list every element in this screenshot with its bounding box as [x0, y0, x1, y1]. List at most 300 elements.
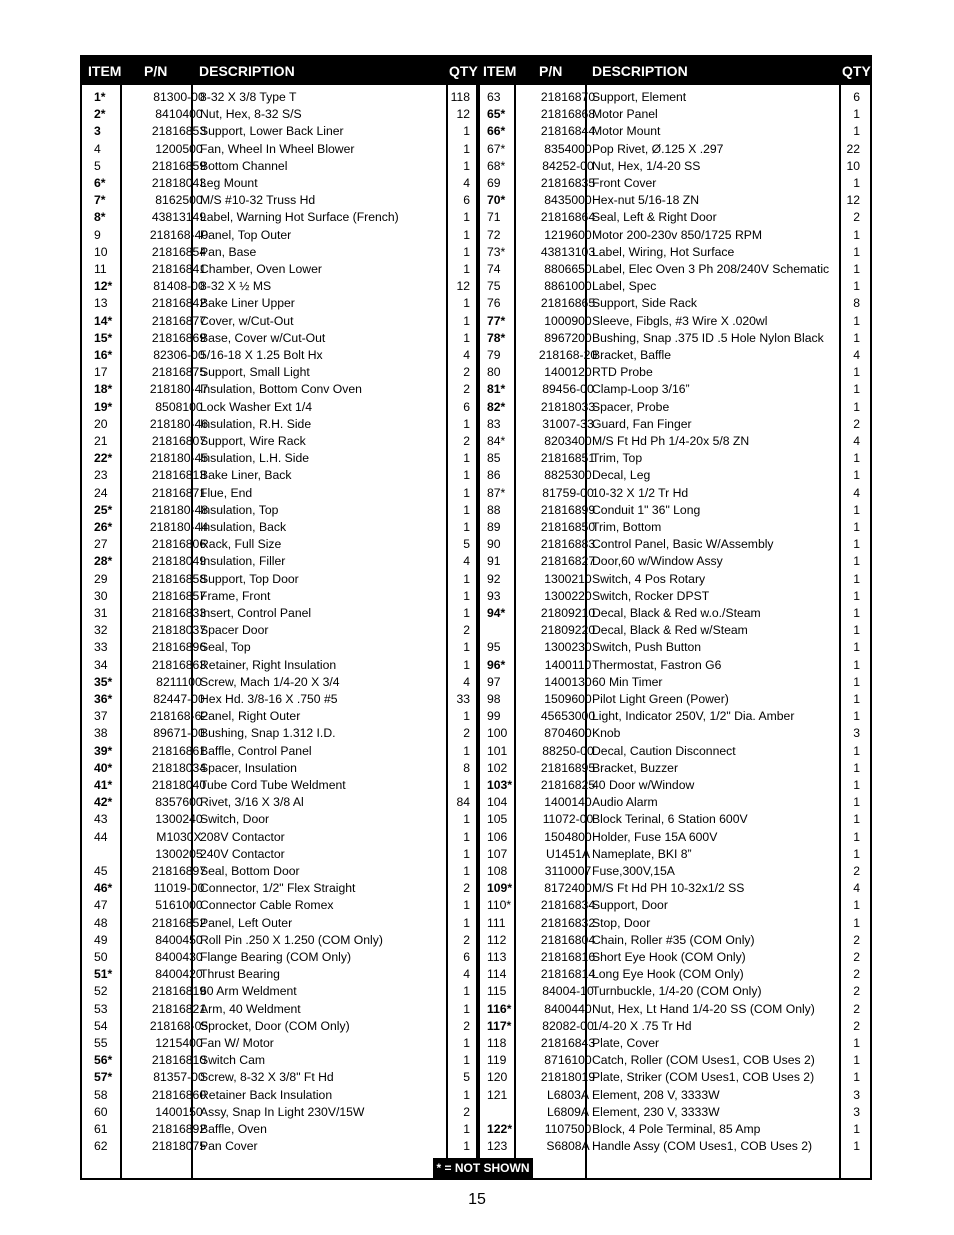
item-number: 13	[94, 296, 108, 311]
part-description: 8-32 X ½ MS	[200, 279, 272, 294]
part-number: 21816899	[540, 502, 596, 517]
part-number: 8861000	[544, 279, 592, 294]
part-quantity: 1	[853, 709, 860, 724]
part-number: 8410400	[155, 107, 203, 122]
table-row	[82, 932, 870, 949]
table-row	[82, 347, 870, 364]
item-number: 23	[94, 468, 108, 483]
part-description: Fuse,300V,15A	[592, 864, 675, 878]
part-quantity: 6	[463, 950, 470, 964]
part-number: 21816851	[540, 451, 596, 466]
part-quantity: 1	[463, 485, 470, 500]
table-row	[82, 381, 870, 398]
part-quantity: 1	[853, 588, 860, 603]
item-number: 63	[487, 90, 501, 104]
part-quantity: 1	[463, 141, 470, 156]
part-description: Element, 230 V, 3333W	[592, 1104, 720, 1119]
header-description: DESCRIPTION	[199, 63, 295, 79]
part-quantity: 1	[463, 244, 470, 259]
part-quantity: 1	[853, 898, 860, 913]
item-number: 33	[94, 640, 108, 655]
part-quantity: 1	[463, 330, 470, 345]
item-number: 47	[94, 898, 108, 913]
part-description: Bushing, Snap 1.312 I.D.	[200, 726, 336, 741]
part-quantity: 4	[463, 348, 470, 362]
table-row	[82, 1018, 870, 1035]
part-quantity: 1	[463, 640, 470, 655]
part-number: 21816814	[540, 967, 596, 982]
item-number: 84*	[487, 434, 506, 448]
part-quantity: 1	[853, 227, 860, 242]
item-number: 78*	[487, 330, 506, 345]
table-row	[82, 244, 870, 261]
part-number: 21816863	[151, 657, 207, 672]
part-description: Lock Washer Ext 1/4	[200, 399, 312, 414]
part-description: 208V Contactor	[200, 829, 285, 844]
part-number: 21816804	[540, 932, 596, 947]
part-description: 10-32 X 1/2 Tr Hd	[592, 485, 689, 500]
part-quantity: 1	[853, 778, 860, 792]
table-header	[82, 57, 870, 85]
item-number: 36*	[94, 692, 113, 706]
part-description: Support, Side Rack	[592, 296, 698, 311]
item-number: 112	[487, 932, 507, 947]
part-number: 21816895	[540, 760, 596, 775]
table-row	[82, 553, 870, 570]
part-number: 21818033	[540, 399, 596, 414]
part-quantity: 1	[853, 674, 860, 689]
part-number: 81300-00	[153, 90, 205, 104]
item-number: 116*	[487, 1001, 512, 1016]
part-quantity: 1	[463, 864, 470, 878]
part-description: Frame, Front	[200, 588, 271, 603]
part-description: Handle Assy (COM Uses1, COB Uses 2)	[592, 1139, 813, 1154]
part-number: 21816841	[151, 262, 207, 276]
part-number: 218168-20	[538, 348, 598, 362]
table-row	[82, 141, 870, 158]
part-quantity: 10	[846, 158, 860, 173]
part-description: Short Eye Hook (COM Only)	[592, 950, 746, 964]
item-number: 74	[487, 262, 501, 276]
part-quantity: 8	[853, 296, 860, 311]
item-number: 104	[487, 795, 508, 810]
part-description: Insulation, Back	[200, 520, 287, 534]
part-number: 8203400	[544, 434, 592, 448]
table-row	[82, 691, 870, 708]
table-row	[82, 227, 870, 244]
part-description: Bracket, Buzzer	[592, 760, 679, 775]
table-row	[82, 708, 870, 725]
item-number: 67*	[487, 141, 506, 156]
table-row	[82, 1035, 870, 1052]
item-number: 18*	[94, 382, 113, 397]
part-quantity: 2	[463, 1104, 470, 1119]
part-number: 1400110	[544, 657, 592, 672]
part-description: Element, 208 V, 3333W	[592, 1087, 720, 1102]
table-row	[82, 467, 870, 484]
part-number: 1300210	[544, 571, 592, 586]
part-number: 218180-48	[149, 502, 209, 517]
table-row	[82, 364, 870, 381]
part-quantity: 1	[853, 313, 860, 328]
item-number: 117*	[487, 1018, 512, 1033]
part-quantity: 4	[463, 176, 470, 190]
part-number: 1107500	[544, 1122, 592, 1136]
part-quantity: 1	[463, 210, 470, 225]
part-description: Fan W/ Motor	[200, 1036, 274, 1050]
part-quantity: 2	[463, 434, 470, 448]
item-number: 29	[94, 571, 108, 586]
part-description: Label, Wiring, Hot Surface	[592, 244, 735, 259]
part-number: 21818040	[151, 778, 207, 792]
part-quantity: 1	[463, 829, 470, 844]
part-quantity: 1	[853, 124, 860, 139]
part-number: 21816860	[151, 1087, 207, 1102]
part-quantity: 1	[853, 915, 860, 930]
part-number: 21816842	[151, 296, 207, 311]
item-number: 52	[94, 984, 108, 999]
table-row	[82, 313, 870, 330]
part-quantity: 1	[853, 571, 860, 586]
part-number: 84252-00	[542, 158, 594, 173]
part-number: 31007-33	[542, 416, 594, 431]
parts-list-table	[80, 55, 872, 1180]
part-quantity: 1	[853, 795, 860, 810]
part-number: 8354000	[544, 141, 592, 156]
part-number: 218168-62	[149, 709, 209, 724]
table-row	[82, 760, 870, 777]
item-number: 77*	[487, 313, 506, 328]
part-number: 1219600	[544, 227, 592, 242]
part-quantity: 5	[463, 1070, 470, 1085]
part-number: 8825300	[544, 468, 592, 483]
item-number: 80	[487, 365, 501, 380]
part-description: Nut, Hex, 8-32 S/S	[200, 107, 302, 122]
part-number: 21816833	[151, 606, 207, 620]
part-description: Pan Cover	[200, 1139, 258, 1154]
part-number: 1300205	[155, 846, 203, 861]
part-quantity: 2	[463, 1018, 470, 1033]
part-description: Panel, Top Outer	[200, 227, 292, 242]
part-number: 8508100	[155, 399, 203, 414]
part-quantity: 1	[853, 365, 860, 380]
part-description: Support, Element	[592, 90, 687, 104]
item-number: 114	[487, 967, 507, 982]
item-number: 7*	[94, 193, 106, 208]
item-number: 3	[94, 124, 101, 139]
part-quantity: 3	[853, 1104, 860, 1119]
part-description: Conduit 1" 36" Long	[592, 502, 701, 517]
item-number: 17	[94, 365, 108, 380]
item-number: 102	[487, 760, 508, 775]
part-description: Block, 4 Pole Terminal, 85 Amp	[592, 1122, 761, 1136]
item-number: 62	[94, 1139, 108, 1154]
part-description: Pilot Light Green (Power)	[592, 692, 729, 706]
part-description: Plate, Cover	[592, 1036, 660, 1050]
table-row	[82, 89, 870, 106]
part-quantity: 1	[463, 846, 470, 861]
table-row	[82, 1138, 870, 1155]
part-description: Sprocket, Door (COM Only)	[200, 1018, 350, 1033]
part-description: Screw, Mach 1/4-20 X 3/4	[200, 674, 340, 689]
part-quantity: 1	[463, 313, 470, 328]
part-number: 21816832	[540, 915, 596, 930]
part-description: Hex Hd. 3/8-16 X .750 #5	[200, 692, 338, 706]
part-description: Panel, Right Outer	[200, 709, 301, 724]
part-number: 21816868	[540, 107, 596, 122]
part-description: Connector, 1/2" Flex Straight	[200, 881, 356, 896]
part-quantity: 1	[853, 692, 860, 706]
item-number: 73*	[487, 244, 506, 259]
item-number: 10	[94, 244, 108, 259]
part-description: Trim, Top	[592, 451, 643, 466]
table-row	[82, 639, 870, 656]
part-number: 21816843	[540, 1036, 596, 1050]
item-number: 101	[487, 743, 508, 758]
part-quantity: 1	[463, 778, 470, 792]
table-row	[82, 1087, 870, 1104]
part-quantity: 1	[463, 1122, 470, 1136]
part-description: 5/16-18 X 1.25 Bolt Hx	[200, 348, 323, 362]
part-quantity: 1	[463, 502, 470, 517]
part-description: Flue, End	[200, 485, 253, 500]
part-quantity: 4	[463, 967, 470, 982]
part-quantity: 1	[463, 606, 470, 620]
item-number: 60	[94, 1104, 108, 1119]
part-number: 1300240	[155, 812, 203, 827]
item-number: 76	[487, 296, 501, 311]
item-number: 31	[94, 606, 108, 620]
part-number: 8704600	[544, 726, 592, 741]
item-number: 44	[94, 829, 108, 844]
table-row	[82, 433, 870, 450]
part-number: 21816896	[151, 640, 207, 655]
part-number: 8211100	[156, 674, 202, 689]
part-description: 60 Min Timer	[592, 674, 663, 689]
part-description: Bake Liner Upper	[200, 296, 295, 311]
table-row	[82, 1052, 870, 1069]
part-quantity: 1	[853, 330, 860, 345]
table-row	[82, 674, 870, 691]
part-quantity: 1	[853, 1070, 860, 1085]
part-description: Fan, Wheel In Wheel Blower	[200, 141, 355, 156]
part-number: 1509600	[544, 692, 592, 706]
part-number: 8400440	[544, 1001, 592, 1016]
part-quantity: 2	[853, 984, 860, 999]
part-quantity: 2	[463, 881, 470, 896]
item-number: 109*	[487, 881, 513, 896]
table-row	[82, 863, 870, 880]
part-description: Base, Cover w/Cut-Out	[200, 330, 326, 345]
part-number: 1400130	[544, 674, 592, 689]
part-description: Motor Mount	[592, 124, 661, 139]
item-number: 16*	[94, 348, 113, 362]
part-number: 89456-00	[542, 382, 594, 397]
item-number: 89	[487, 520, 501, 534]
part-description: Long Eye Hook (COM Only)	[592, 967, 744, 982]
table-row	[82, 829, 870, 846]
part-quantity: 1	[463, 743, 470, 758]
part-description: Leg Mount	[200, 176, 258, 190]
item-number: 24	[94, 485, 108, 500]
part-number: 218180-45	[149, 451, 209, 466]
part-description: Stop, Door	[592, 915, 651, 930]
part-quantity: 1	[853, 502, 860, 517]
part-quantity: 1	[853, 244, 860, 259]
part-number: 21816850	[540, 520, 596, 534]
item-number: 91	[487, 554, 501, 569]
part-quantity: 4	[853, 881, 860, 896]
part-number: 21816806	[151, 537, 207, 552]
part-description: Light, Indicator 250V, 1/2" Dia. Amber	[592, 709, 795, 724]
part-number: 11019-00	[153, 881, 205, 896]
part-number: 82082-00	[542, 1018, 594, 1033]
part-number: 21816871	[151, 485, 207, 500]
part-quantity: 2	[853, 864, 860, 878]
item-number: 96*	[487, 657, 506, 672]
item-number: 71	[487, 210, 501, 225]
item-number: 37	[94, 709, 108, 724]
item-number: 14*	[94, 313, 113, 328]
part-quantity: 2	[463, 382, 470, 397]
part-number: 21816864	[540, 210, 596, 225]
item-number: 113	[487, 950, 507, 964]
part-number: 8162500	[155, 193, 203, 208]
part-number: 21816883	[540, 537, 596, 552]
part-description: Bottom Channel	[200, 158, 288, 173]
part-number: 21816807	[151, 434, 207, 448]
part-number: 1300220	[544, 588, 592, 603]
part-quantity: 1	[853, 846, 860, 861]
part-description: Bracket, Baffle	[592, 348, 672, 362]
part-number: 21816827	[540, 554, 596, 569]
part-quantity: 2	[463, 365, 470, 380]
table-row	[82, 846, 870, 863]
item-number: 90	[487, 537, 501, 552]
part-description: Insulation, Top	[200, 502, 279, 517]
part-number: 8967200	[544, 330, 592, 345]
table-row	[82, 571, 870, 588]
item-number: 11	[94, 262, 107, 276]
part-quantity: 5	[463, 537, 470, 552]
part-quantity: 33	[456, 692, 470, 706]
part-number: 21818049	[151, 554, 207, 569]
item-number: 98	[487, 692, 501, 706]
not-shown-legend: * = NOT SHOWN	[433, 1158, 533, 1178]
page-number: 15	[468, 1191, 486, 1208]
item-number: 46*	[94, 881, 113, 896]
table-row	[82, 209, 870, 226]
part-number: 45653000	[540, 709, 596, 724]
part-quantity: 6	[463, 399, 470, 414]
part-number: 21818075	[151, 1139, 207, 1154]
part-quantity: 1	[853, 829, 860, 844]
item-number: 43	[94, 812, 108, 827]
part-quantity: 1	[463, 1036, 470, 1050]
part-number: 11072-00	[542, 812, 594, 827]
table-row	[82, 175, 870, 192]
item-number: 69	[487, 176, 501, 190]
part-quantity: 1	[853, 176, 860, 190]
table-row	[82, 192, 870, 209]
item-number: 107	[487, 846, 508, 861]
part-description: RTD Probe	[592, 365, 653, 380]
item-number: 56*	[94, 1053, 113, 1068]
item-number: 12*	[94, 279, 113, 294]
part-quantity: 1	[853, 107, 860, 122]
part-description: Nut, Hex, 1/4-20 SS	[592, 158, 701, 173]
table-row	[82, 794, 870, 811]
item-number: 97	[487, 674, 501, 689]
part-number: 21816857	[151, 588, 207, 603]
part-quantity: 1	[463, 262, 470, 276]
part-number: 21816877	[151, 313, 207, 328]
table-row	[82, 915, 870, 932]
part-description: Arm, 40 Weldment	[200, 1001, 301, 1016]
part-number: 1300230	[544, 640, 592, 655]
item-number: 27	[94, 537, 108, 552]
part-quantity: 2	[463, 726, 470, 741]
item-number: 65*	[487, 107, 506, 122]
part-number: 1200500	[155, 141, 203, 156]
part-number: L6803A	[546, 1087, 590, 1102]
table-row	[82, 743, 870, 760]
part-number: 1400150	[155, 1104, 203, 1119]
table-row	[82, 536, 870, 553]
part-quantity: 2	[853, 1018, 860, 1033]
part-number: 21816875	[151, 365, 207, 380]
part-number: 43813103	[540, 244, 596, 259]
part-description: Clamp-Loop 3/16”	[592, 382, 690, 397]
item-number: 1*	[94, 90, 106, 104]
part-number: 218180-44	[149, 520, 209, 534]
part-description: Audio Alarm	[592, 795, 658, 810]
part-description: Motor 200-230v 850/1725 RPM	[592, 227, 763, 242]
header-pn-2: P/N	[539, 63, 563, 79]
part-description: Switch, 4 Pos Rotary	[592, 571, 706, 586]
part-quantity: 1	[853, 606, 860, 620]
part-quantity: 1	[853, 520, 860, 534]
part-quantity: 1	[853, 537, 860, 552]
part-quantity: 1	[853, 812, 860, 827]
part-quantity: 1	[463, 588, 470, 603]
part-number: 88250-00	[542, 743, 594, 758]
item-number: 30	[94, 588, 108, 603]
part-number: 8400430	[155, 950, 203, 964]
item-number: 83	[487, 416, 501, 431]
part-number: 1400120	[544, 365, 592, 380]
part-description: 1/4-20 X .75 Tr Hd	[592, 1018, 692, 1033]
part-number: 21816869	[151, 330, 207, 345]
part-description: Roll Pin .250 X 1.250 (COM Only)	[200, 932, 383, 947]
item-number: 75	[487, 279, 501, 294]
part-description: Knob	[592, 726, 621, 741]
table-row	[82, 450, 870, 467]
part-description: Spacer Door	[200, 623, 269, 638]
part-number: 21816835	[540, 176, 596, 190]
item-number: 15*	[94, 330, 113, 345]
header-item: ITEM	[88, 63, 122, 79]
part-description: 8-32 X 3/8 Type T	[200, 90, 297, 104]
part-number: 3110007	[544, 864, 592, 878]
part-quantity: 1	[463, 227, 470, 242]
part-number: 1400140	[544, 795, 592, 810]
table-row	[82, 123, 870, 140]
part-quantity: 84	[456, 795, 470, 810]
part-description: Cover, w/Cut-Out	[200, 313, 294, 328]
item-number: 115	[487, 984, 507, 999]
part-quantity: 1	[463, 709, 470, 724]
